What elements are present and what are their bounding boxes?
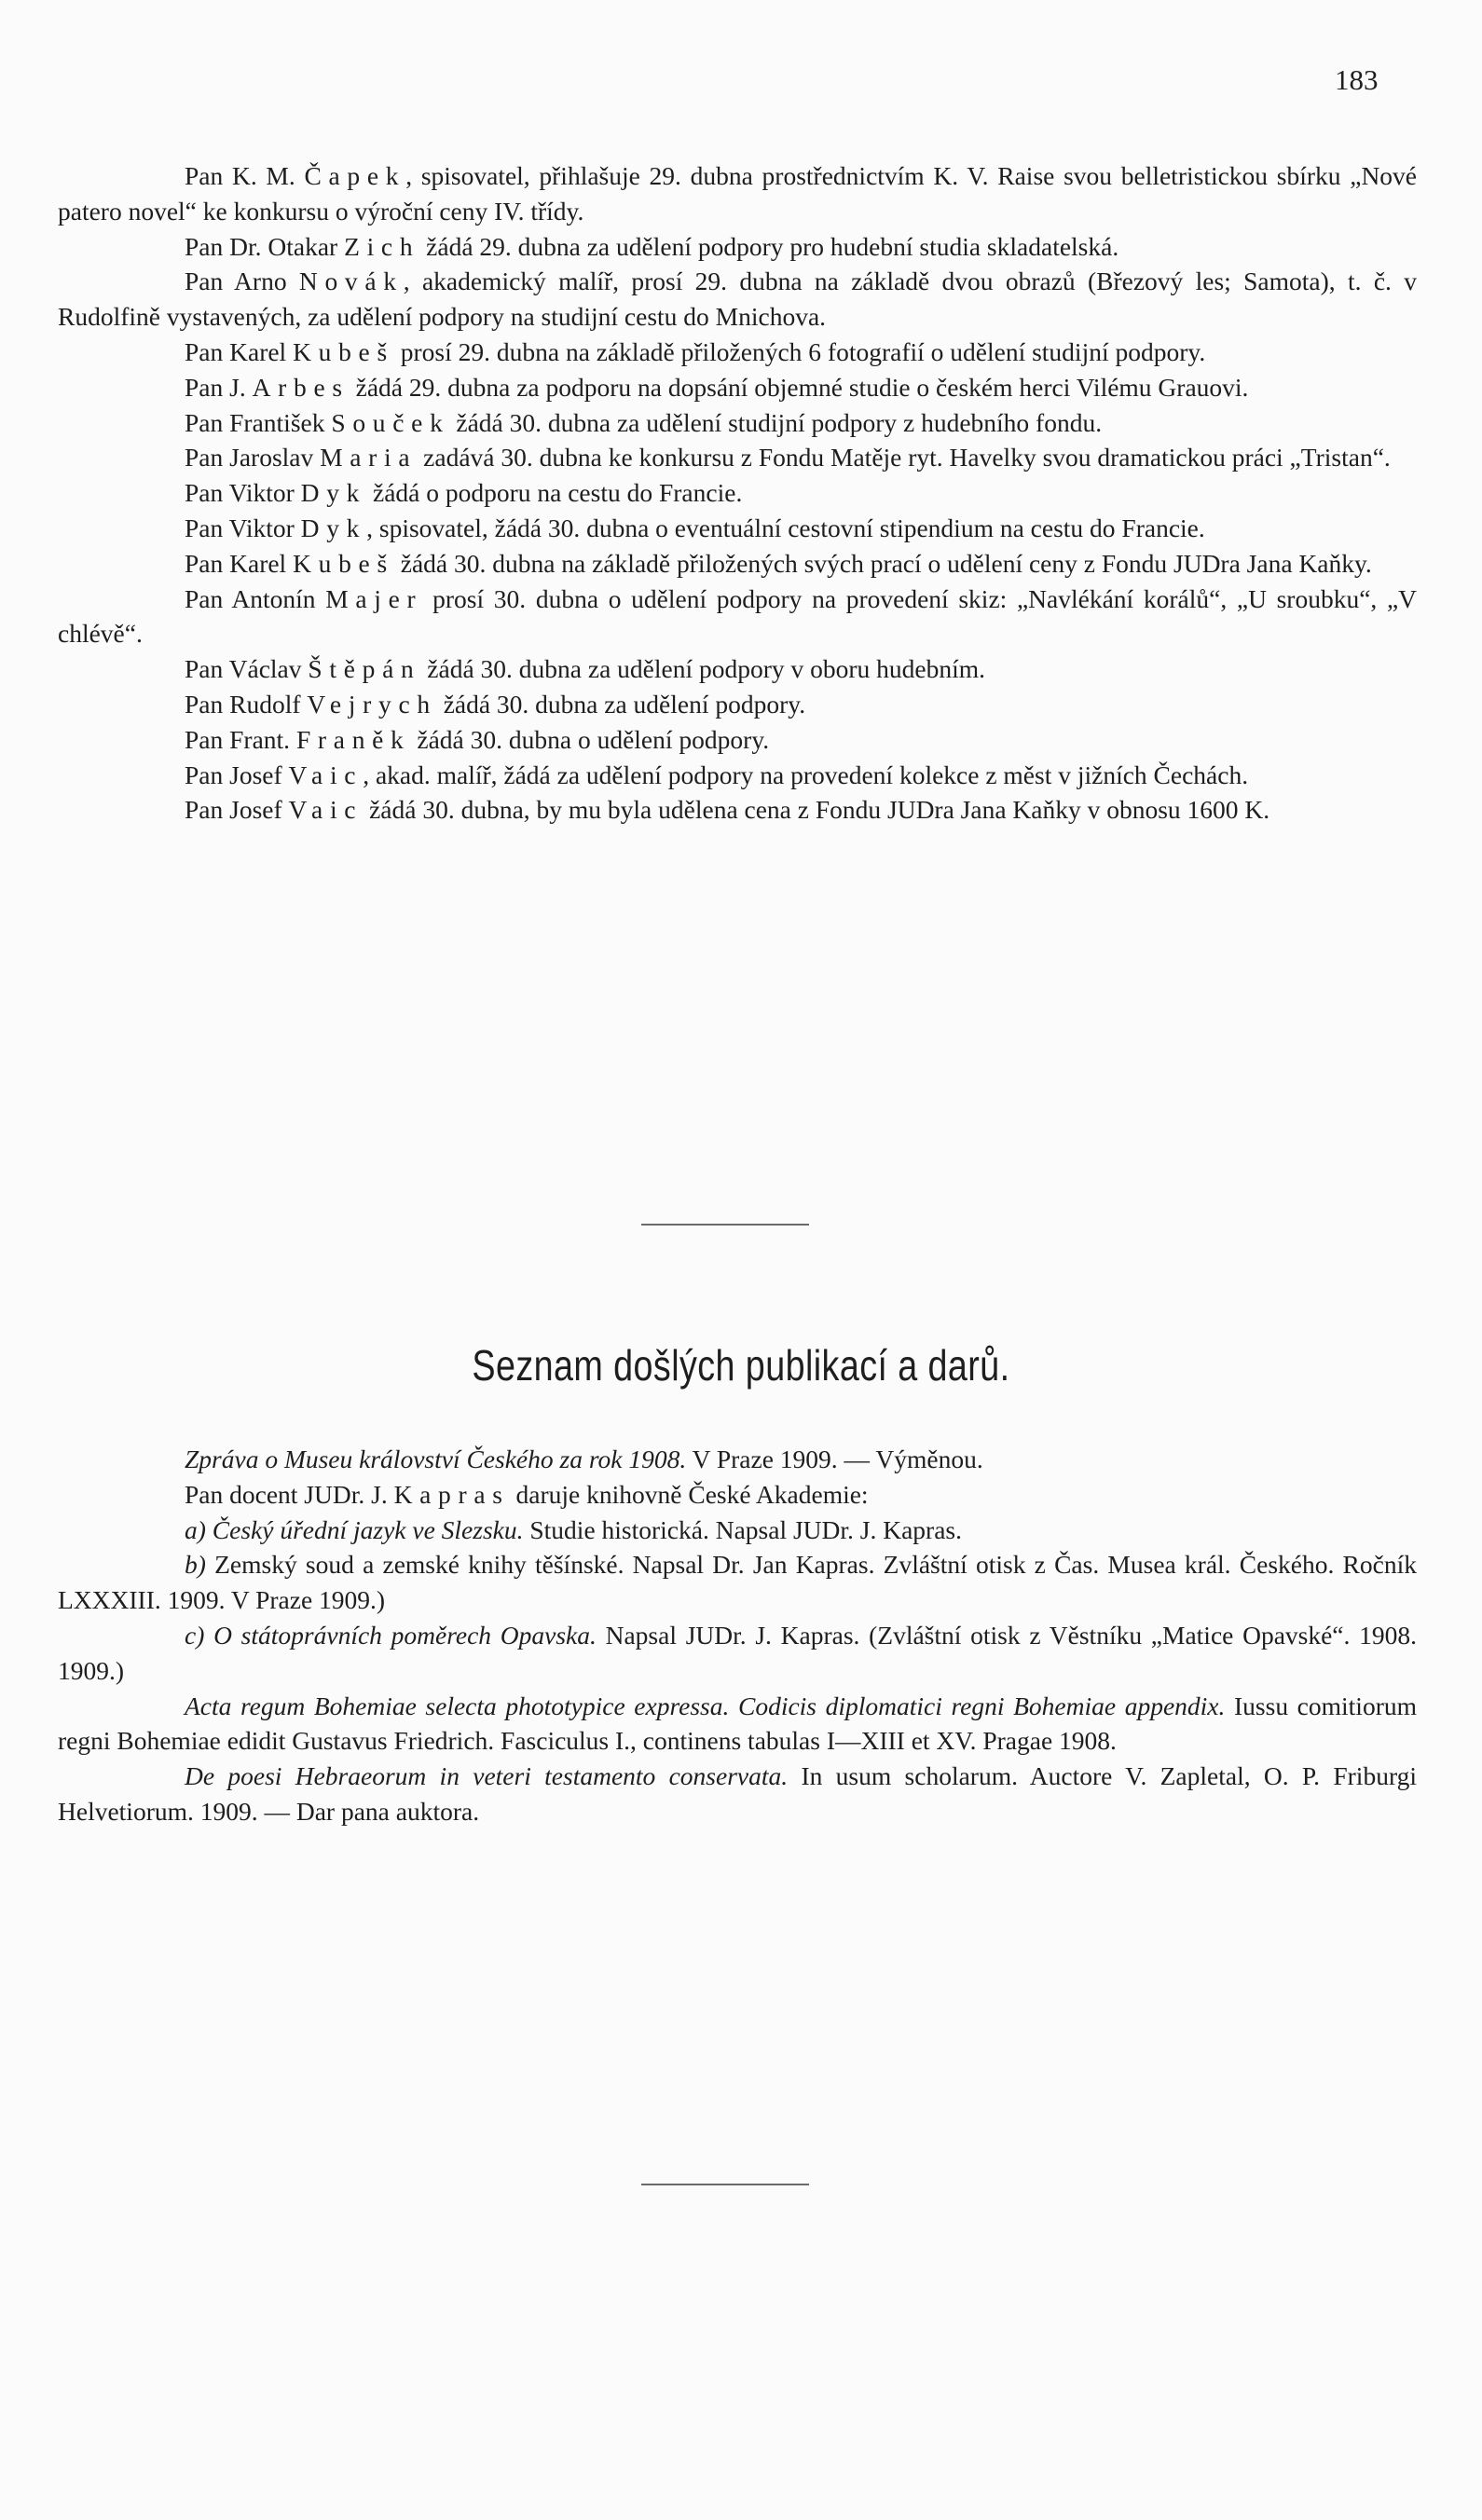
entry: Pan K. M. Čapek, spisovatel, přihlašuje 29. dubna prostřednictvím K. V. Raise svou belletristickou sbírku „Nové patero novel“ ke konkursu o výroční ceny IV. třídy. — [58, 161, 1418, 226]
entry: Pan Josef Vaic žádá 30. dubna, by mu byla udělena cena z Fondu JUDra Jana Kaňky v obnosu 1600 K. — [185, 795, 1270, 825]
surname: Vejrych — [307, 689, 437, 719]
entry: Pan Rudolf Vejrych žádá 30. dubna za udělení podpory. — [185, 689, 806, 719]
entry: Pan Josef Vaic, akad. malíř, žádá za udělení podpory na provedení kolekce z měst v jižních Čechách. — [185, 760, 1249, 789]
surname: Arbes — [252, 372, 350, 402]
entry: Pan Viktor Dyk žádá o podporu na cestu do Francie. — [185, 478, 743, 508]
publication-entry: a) Český úřední jazyk ve Slezsku. Studie historická. Napsal JUDr. J. Kapras. — [185, 1514, 962, 1544]
entry: Pan František Souček žádá 30. dubna za udělení studijní podpory z hudebního fondu. — [185, 407, 1103, 437]
entry: Pan Dr. Otakar Zich žádá 29. dubna za udělení podpory pro hudební studia skladatelská. — [185, 231, 1119, 261]
application-entries — [58, 158, 1417, 828]
entry: Pan J. Arbes žádá 29. dubna za podporu na dopsání objemné studie o českém herci Vilému Grauovi. — [185, 372, 1249, 402]
surname: Štěpán — [308, 654, 421, 684]
publication-entry: De poesi Hebraeorum in veteri testamento conservata. In usum scholarum. Auctore V. Zapletal, O. P. Friburgi Helvetiorum. 1909. — Dar pana auktora. — [58, 1761, 1417, 1826]
entry: Pan Viktor Dyk, spisovatel, žádá 30. dubna o eventuální cestovní stipendium na cestu do Francie. — [185, 513, 1205, 542]
section-title: Seznam došlých publikací a darů. — [472, 1341, 1010, 1390]
entry: Pan Václav Štěpán žádá 30. dubna za udělení podpory v oboru hudebním. — [185, 654, 986, 684]
entry: Pan Karel Kubeš žádá 30. dubna na základě přiložených svých prací o udělení ceny z Fondu JUDra Jana Kaňky. — [185, 548, 1372, 578]
surname: Kubeš — [293, 336, 394, 366]
surname: Kubeš — [293, 548, 394, 578]
entry: Pan Arno Novák, akademický malíř, prosí 29. dubna na základě dvou obrazů (Březový les; Samota), t. č. v Rudolfině vystavených, za udělení podpory na studijní cestu do Mnichova. — [58, 267, 1417, 332]
surname: Kapras — [393, 1479, 510, 1509]
publication-entry: c) O státoprávních poměrech Opavska. Napsal JUDr. J. Kapras. (Zvláštní otisk z Věstníku „Matice Opavské“. 1908. 1909.) — [58, 1620, 1417, 1685]
surname: Maria — [320, 443, 418, 472]
surname: Franěk — [295, 724, 411, 754]
surname: Vaic — [288, 760, 364, 789]
section-divider — [641, 1224, 809, 1226]
surname: Čapek — [304, 161, 406, 190]
surname: Zich — [344, 231, 420, 261]
surname: Dyk — [300, 513, 367, 542]
publication-entry: Pan docent JUDr. J. Kapras daruje knihovně České Akademie: — [185, 1479, 869, 1509]
surname: Vaic — [288, 795, 364, 825]
page-number: 183 — [1335, 63, 1379, 96]
surname: Majer — [325, 583, 423, 613]
entry: Pan Antonín Majer prosí 30. dubna o udělení podpory na provedení skiz: „Navlékání korálů“, „U sroubku“, „V chlévě“. — [58, 583, 1418, 649]
entry: Pan Karel Kubeš prosí 29. dubna na základě přiložených 6 fotografií o udělení studijní podpory. — [185, 336, 1206, 366]
surname: Dyk — [300, 478, 367, 508]
publications-list — [58, 1442, 1417, 1829]
entry: Pan Frant. Franěk žádá 30. dubna o udělení podpory. — [185, 724, 770, 754]
surname: Novák — [298, 267, 404, 296]
publication-entry: b) Zemský soud a zemské knihy těšínské. Napsal Dr. Jan Kapras. Zvláštní otisk z Čas. Musea král. Českého. Ročník LXXXIII. 1909. V Praze 1909.) — [58, 1550, 1417, 1615]
entry: Pan Jaroslav Maria zadává 30. dubna ke konkursu z Fondu Matěje ryt. Havelky svou dramatickou práci „Tristan“. — [185, 443, 1391, 472]
publication-entry: Zpráva o Museu království Českého za rok 1908. V Praze 1909. — Výměnou. — [185, 1445, 983, 1473]
publication-entry: Acta regum Bohemiae selecta phototypice expressa. Codicis diplomatici regni Bohemiae appendix. Iussu comitiorum regni Bohemiae edidit Gustavus Friedrich. Fasciculus I., continens tabulas I—XIII et XV. Pragae 1908. — [58, 1691, 1417, 1756]
surname: Souček — [331, 407, 450, 437]
section-divider — [641, 2184, 809, 2185]
